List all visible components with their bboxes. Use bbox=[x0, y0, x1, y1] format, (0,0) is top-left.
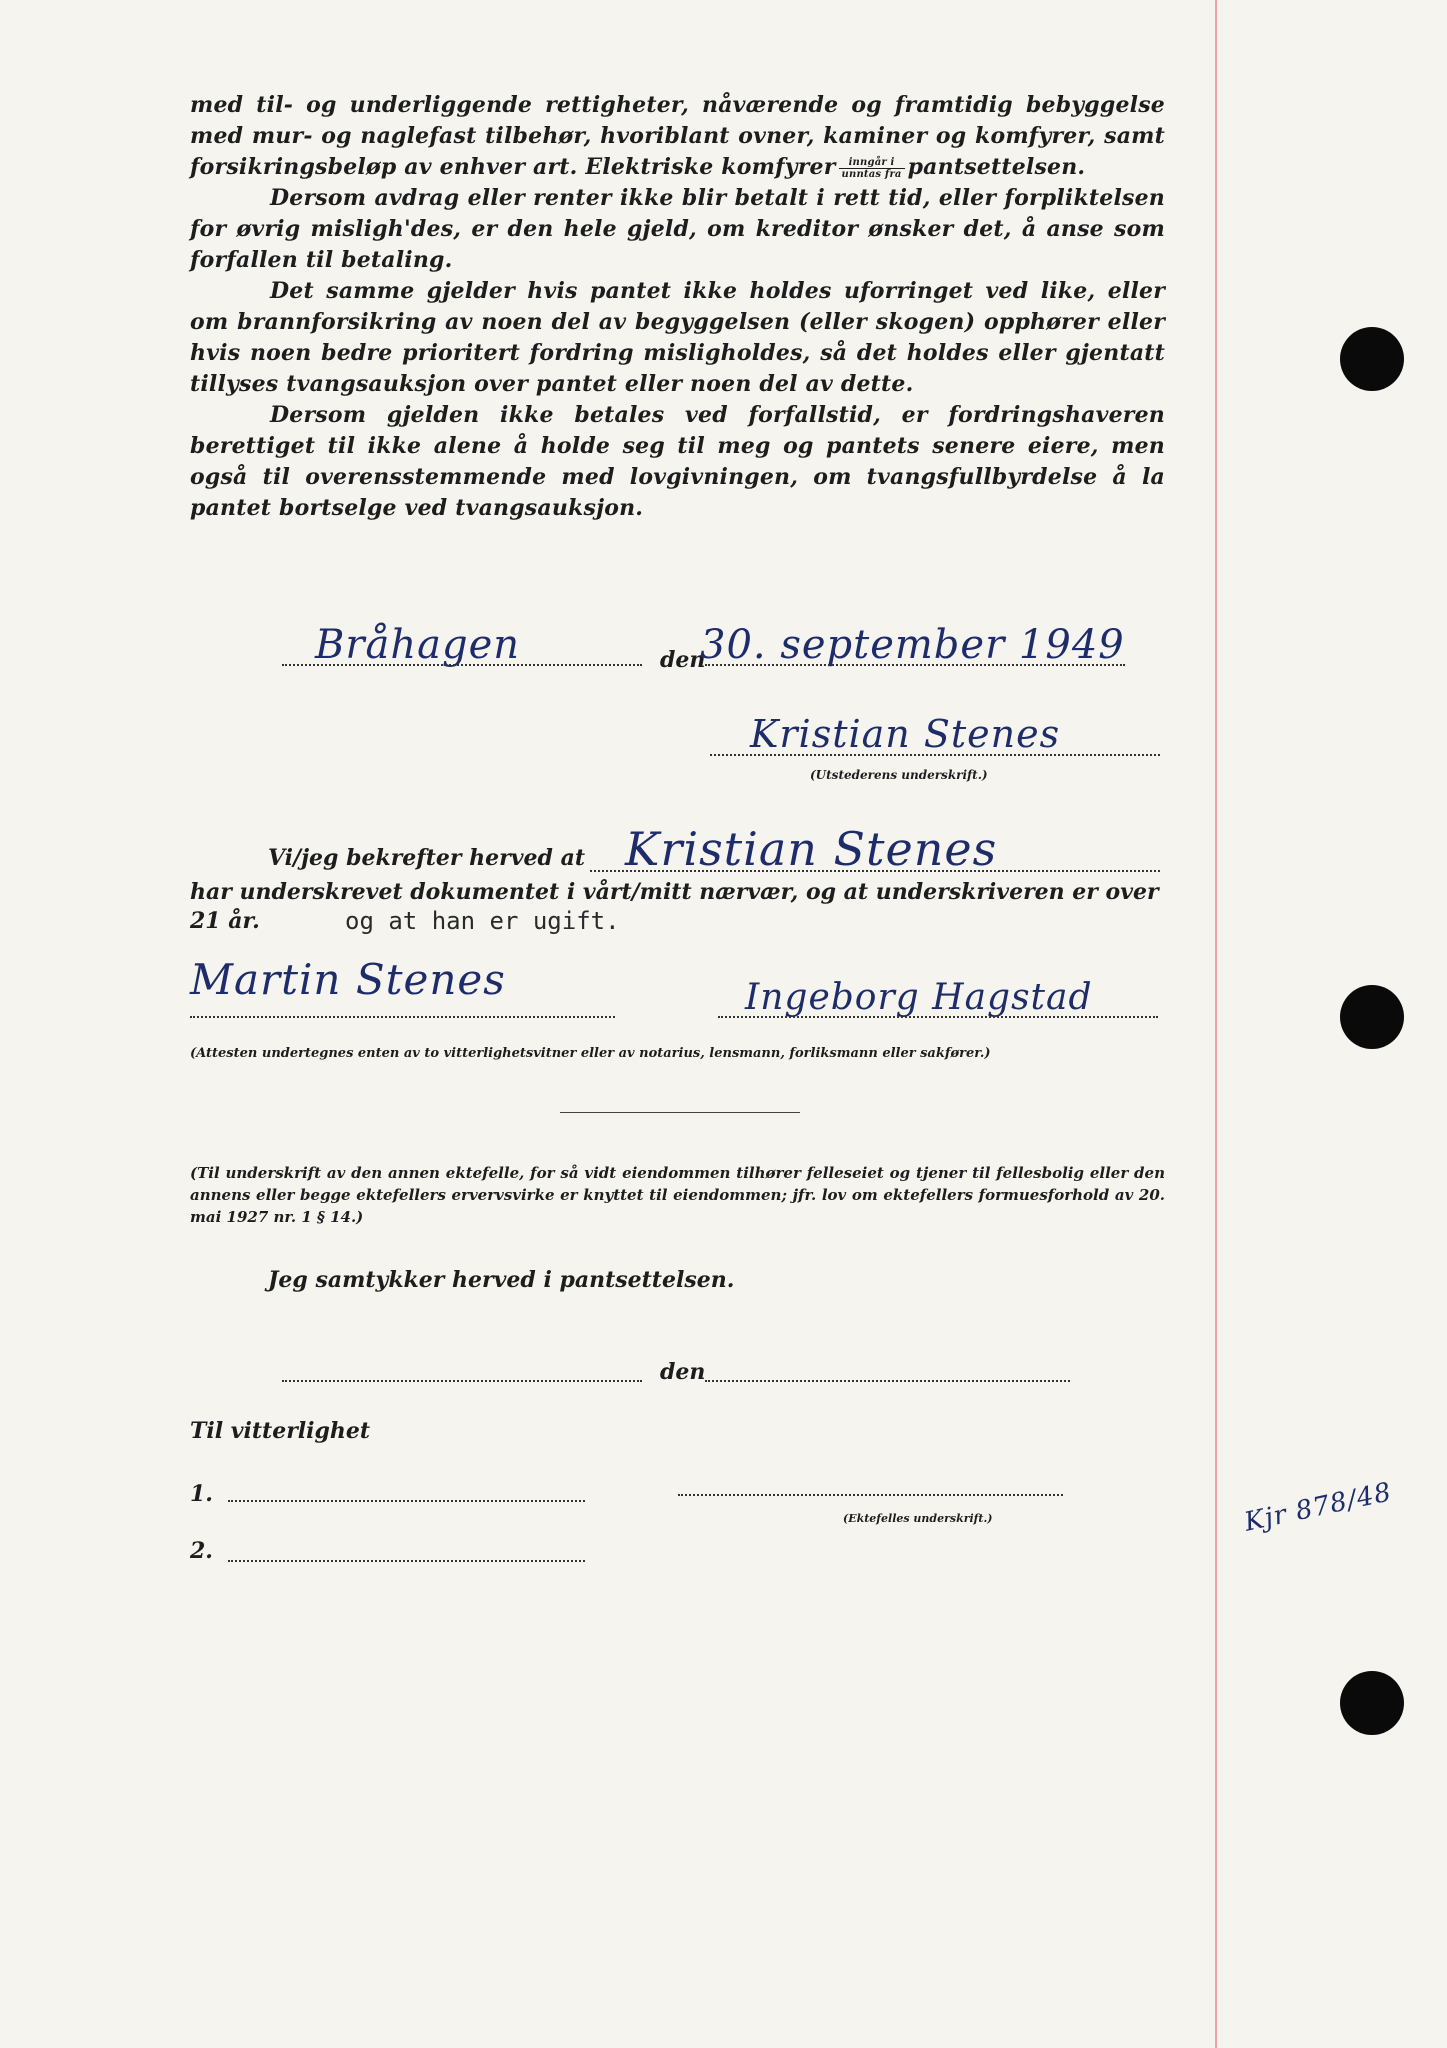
date-line bbox=[705, 664, 1125, 666]
confirmed-name-line bbox=[590, 870, 1160, 872]
paragraph-default: Dersom avdrag eller renter ikke blir betalt i rett tid, eller forpliktelsen for øvrig misligh'des, er den hele gjeld, om kreditor ønsker det, å anse som forfallen til betaling. bbox=[190, 185, 1165, 273]
witness1-signature: Martin Stenes bbox=[190, 955, 506, 1004]
confirmation-text: har underskrevet dokumentet i vårt/mitt nærvær, og at underskriveren er over bbox=[190, 879, 1159, 905]
consent-place-line bbox=[282, 1380, 642, 1382]
included-excluded-fraction: $\frac{\text{inngår i}}{\text{unntas fra}}$ bbox=[839, 157, 905, 180]
consent-witness2-line bbox=[228, 1560, 585, 1562]
til-vitterlighet: Til vitterlighet bbox=[190, 1418, 371, 1444]
margin-annotation: Kjr 878/48 bbox=[1241, 1477, 1395, 1538]
witness-number-1: 1. bbox=[190, 1481, 213, 1507]
place-handwritten: Bråhagen bbox=[315, 622, 521, 668]
den-label: den bbox=[660, 647, 706, 673]
margin-line bbox=[1215, 0, 1217, 2048]
section-separator bbox=[560, 1112, 800, 1113]
mortgage-terms bbox=[190, 90, 1165, 524]
punch-hole bbox=[1340, 1671, 1404, 1735]
age-text: 21 år. bbox=[190, 908, 260, 934]
issuer-signature-line bbox=[710, 754, 1160, 756]
witness2-line bbox=[718, 1016, 1158, 1018]
consent-date-line bbox=[705, 1380, 1070, 1382]
punch-hole bbox=[1340, 985, 1404, 1049]
issuer-caption: (Utstederens underskrift.) bbox=[810, 768, 988, 782]
witness2-signature: Ingeborg Hagstad bbox=[745, 977, 1093, 1018]
spouse-caption: (Ektefelles underskrift.) bbox=[843, 1512, 993, 1525]
typed-addition: og at han er ugift. bbox=[345, 907, 620, 935]
date-handwritten: 30. september 1949 bbox=[700, 622, 1125, 668]
issuer-signature: Kristian Stenes bbox=[750, 712, 1061, 756]
consent-text: Jeg samtykker herved i pantsettelsen. bbox=[268, 1267, 735, 1293]
witness-number-2: 2. bbox=[190, 1538, 213, 1564]
confirmation-lead: Vi/jeg bekrefter herved at bbox=[268, 845, 585, 871]
witness1-line bbox=[190, 1016, 615, 1018]
consent-den-label: den bbox=[660, 1359, 706, 1385]
spouse-signature-line bbox=[678, 1494, 1063, 1496]
paragraph-impairment: Det samme gjelder hvis pantet ikke holdes uforringet ved like, eller om brannforsikring av noen del av begyggelsen (eller skogen) opphører eller hvis noen bedre prioritert fordring misligholdes, så det holdes eller gjentatt tillyses tvangsauksjon over pantet eller noen del av dette. bbox=[190, 278, 1165, 397]
paragraph-property: med til- og underliggende rettigheter, nåværende og framtidig bebyggelse med mur- og naglefast tilbehør, hvoriblant ovner, kaminer og komfyrer, samt forsikringsbeløp av enhver art. Elektriske komfyrer $\frac{\text{inngår i}}{\text{unntas fra}}$ pantsettelsen. bbox=[190, 92, 1165, 180]
paragraph-foreclosure: Dersom gjelden ikke betales ved forfallstid, er fordringshaveren berettiget til ikke alene å holde seg til meg og pantets senere eiere, men også til overensstemmende med lovgivningen, om tvangsfullbyrdelse å la pantet bortselge ved tvangsauksjon. bbox=[190, 402, 1165, 521]
confirmed-name-handwritten: Kristian Stenes bbox=[625, 822, 998, 876]
witness-caption: (Attesten undertegnes enten av to vitterlighetsvitner eller av notarius, lensmann, forliksmann eller sakfører.) bbox=[190, 1046, 991, 1061]
punch-hole bbox=[1340, 327, 1404, 391]
spouse-note: (Til underskrift av den annen ektefelle, for så vidt eiendommen tilhører felleseiet og tjener til fellesbolig eller den annens eller begge ektefellers ervervsvirke er knyttet til eiendommen; jfr. lov om ektefellers formuesforhold av 20. mai 1927 nr. 1 § 14.) bbox=[190, 1164, 1165, 1226]
place-line bbox=[282, 664, 642, 666]
consent-witness1-line bbox=[228, 1500, 585, 1502]
